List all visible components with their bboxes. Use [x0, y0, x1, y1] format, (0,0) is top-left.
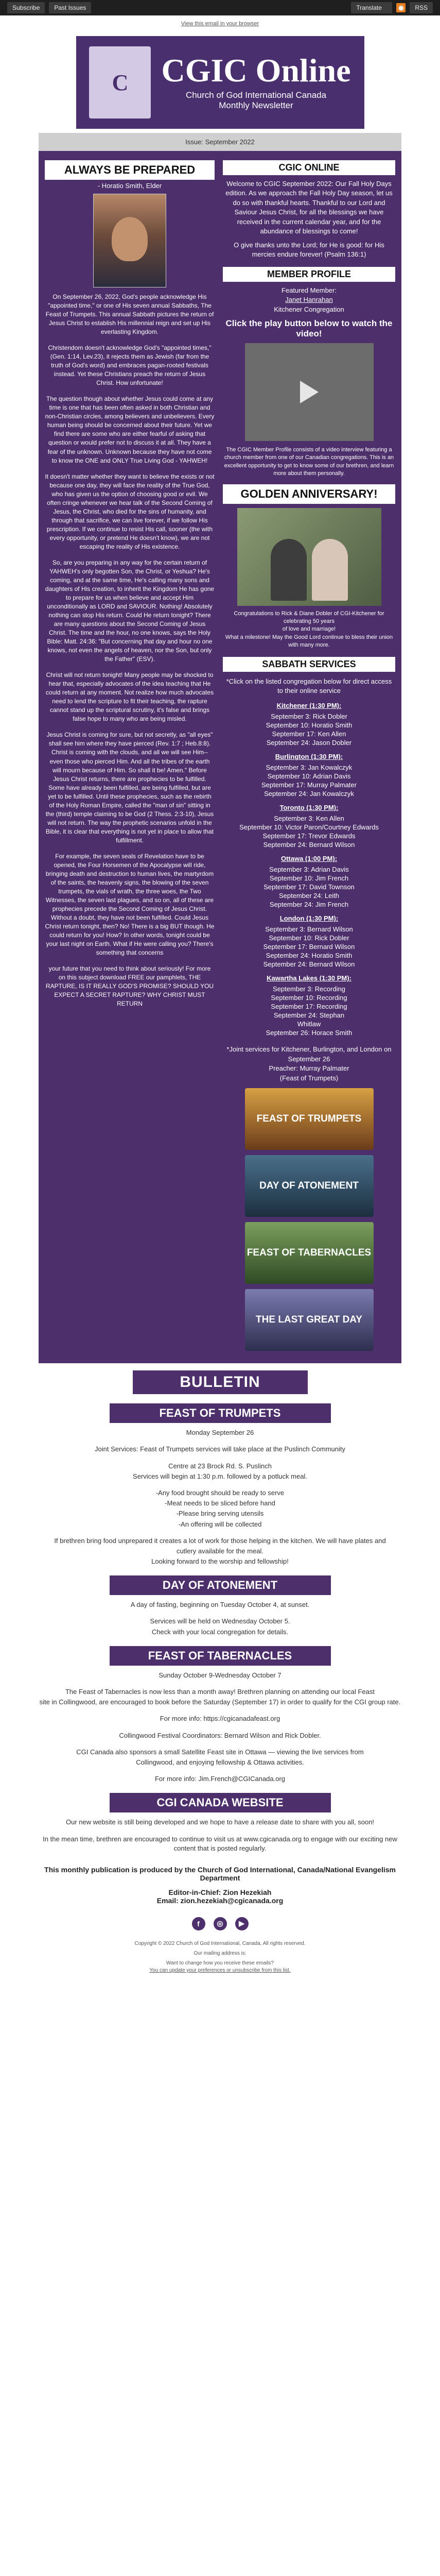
social-links — [39, 1917, 401, 1930]
author-photo — [93, 194, 166, 287]
bulletin-line: Monday September 26 — [186, 1429, 254, 1437]
region-link[interactable]: Kawartha Lakes (1:30 PM): — [267, 974, 351, 982]
featured-name[interactable]: Janet Hanrahan — [285, 296, 333, 304]
atonement-heading: DAY OF ATONEMENT — [110, 1575, 331, 1595]
featured-label: Featured Member: — [281, 286, 337, 294]
anniversary-caption: Congratulations to Rick & Diane Dobler of CGI-Kitchener for celebrating 50 years — [234, 610, 384, 624]
bulletin-line: Joint Services: Feast of Trumpets services will take place at the Puslinch Community — [95, 1445, 345, 1453]
anniversary-caption: of love and marriage! — [282, 626, 336, 633]
footer-credits — [39, 1866, 401, 1905]
ottawa-info-link[interactable]: For more info: Jim.French@CGICanada.org — [154, 1775, 286, 1783]
schedule-line: September 24: Bernard Wilson — [263, 841, 355, 849]
youtube-icon[interactable]: ▶ — [235, 1917, 249, 1930]
schedule-line: September 26: Horace Smith — [266, 1029, 353, 1037]
member-profile-heading: MEMBER PROFILE — [223, 267, 395, 282]
footer-editor: Editor-in-Chief: Zion Hezekiah — [168, 1888, 272, 1896]
schedule-line: September 24: Leith — [278, 892, 340, 900]
translate-select[interactable]: Translate — [351, 2, 392, 13]
banner-subtitle-2: Monthly Newsletter — [219, 100, 293, 110]
issue-bar: Issue: September 2022 — [39, 133, 401, 151]
bulletin-line: Collingwood, and enjoying fellowship & Ottawa activities. — [136, 1758, 304, 1766]
last-great-day-card[interactable]: THE LAST GREAT DAY — [245, 1289, 374, 1351]
past-issues-button[interactable]: Past Issues — [49, 2, 91, 13]
bulletin-line: Services will be held on Wednesday October 5. — [150, 1617, 290, 1625]
region-ottawa — [223, 855, 395, 908]
tabernacles-info-link[interactable]: For more info: https://cgicanadafeast.org — [160, 1715, 280, 1723]
click-play-text: Click the play button below to watch the video! — [225, 318, 393, 338]
golden-anniversary-heading: GOLDEN ANNIVERSARY! — [223, 484, 395, 504]
schedule-line: September 3: Rick Dobler — [271, 713, 347, 721]
schedule-line: September 10: Adrian Davis — [267, 772, 351, 781]
schedule-line: September 3: Jan Kowalczyk — [266, 764, 353, 772]
featured-congregation: Kitchener Congregation — [274, 305, 344, 313]
cgic-logo: C — [89, 46, 151, 118]
bulletin-line: A day of fasting, beginning on Tuesday October 4, at sunset. — [130, 1601, 310, 1609]
bulletin-line: Centre at 23 Brock Rd. S. Puslinch — [168, 1462, 272, 1470]
article-heading: ALWAYS BE PREPARED — [45, 160, 215, 180]
region-link[interactable]: Toronto (1:30 PM): — [279, 804, 339, 812]
schedule-line: September 17: Trevor Edwards — [262, 832, 356, 840]
bulletin-line: site in Collingwood, are encouraged to book before the Saturday (September 17) in order to qualify for the CGI group rate. — [39, 1698, 401, 1706]
subscribe-button[interactable]: Subscribe — [7, 2, 45, 13]
top-bar — [0, 0, 440, 15]
day-of-atonement-card[interactable]: DAY OF ATONEMENT — [245, 1155, 374, 1217]
bulletin-line: Sunday October 9-Wednesday October 7 — [159, 1671, 281, 1679]
feast-of-tabernacles-card[interactable]: FEAST OF TABERNACLES — [245, 1222, 374, 1284]
schedule-line: September 24: Jan Kowalczyk — [264, 790, 354, 798]
bulletin-line: -Please bring serving utensils — [176, 1510, 264, 1518]
view-in-browser-link[interactable]: View this email in your browser — [181, 21, 259, 27]
schedule-line: September 10: Victor Paron/Courtney Edwards — [239, 823, 379, 832]
website-heading: CGI CANADA WEBSITE — [110, 1793, 331, 1812]
mailing-label: Our mailing address is: — [193, 1950, 247, 1956]
bulletin-line: Collingwood Festival Coordinators: Bernard Wilson and Rick Dobler. — [119, 1731, 321, 1739]
bulletin-line: -An offering will be collected — [178, 1520, 262, 1528]
article-paragraph: Christ will not return tonight! Many people may be shocked to hear that, especially advocates of the idea teaching that He could return at any moment. Not realize how much advocates need to lend the scripture to fit their teaching, the rapture cannot stand up the scriptural scrutiny, it's false and brings false hope to many who are being misled. — [45, 671, 214, 723]
bulletin-line: CGI Canada also sponsors a small Satellite Feast site in Ottawa — viewing the live services from — [76, 1748, 364, 1756]
rss-icon[interactable]: ◉ — [396, 3, 406, 12]
left-column — [45, 160, 215, 1356]
website-line: In the mean time, brethren are encouraged to continue to visit us at www.cgicanada.org to engage with our exciting new content that is posted regularly. — [43, 1835, 397, 1852]
website-icon[interactable]: ◎ — [214, 1917, 227, 1930]
right-column — [223, 160, 395, 1356]
schedule-line: September 17: Bernard Wilson — [263, 943, 355, 951]
anniversary-caption: What a milestone! May the Good Lord continue to bless their union with many more. — [225, 634, 393, 649]
article-paragraph: On September 26, 2022, God's people acknowledge His "appointed time," or one of His seven annual Sabbaths, The Feast of Trumpets. This annual Sabbath pictures the return of Jesus Christ to establish His millennial reign and set up His everlasting Kingdom. — [45, 293, 214, 336]
schedule-line: September 24: Bernard Wilson — [263, 960, 355, 969]
joint-service-note: *Joint services for Kitchener, Burlington, and London on September 26 — [226, 1045, 392, 1063]
trumpets-heading: FEAST OF TRUMPETS — [110, 1403, 331, 1423]
bulletin-line: cutlery available for the meal. — [176, 1547, 264, 1555]
article-paragraph: Jesus Christ is coming for sure, but not secretly, as "all eyes" shall see him where they have pierced (Rev. 1:7 ; Heb.8:8). Christ is coming with the clouds, and all we will see Him--even those who pierced Him. And all the tribes of the earth will mourn because of Him. So shall it be! Amen." Before Jesus Christ returns, there are prophecies to be fulfilled. Some have already been fulfilled, are being fulfilled, but are yet to be fulfilled. Until these prophecies, such as the rebirth of the Holy Roman Empire, called the "man of sin" sitting in the (third) temple claiming to be God (2 Thess. 2:3-10), Jesus will not return. The way the prophetic scenarios unfold in the Bible, it is clear that everything is not yet in place to allow that fulfillment. — [45, 731, 214, 844]
footer-publication: This monthly publication is produced by the Church of God International, Canada/National Evangelism Department — [44, 1865, 396, 1882]
feast-of-trumpets-card[interactable]: FEAST OF TRUMPETS — [245, 1088, 374, 1150]
welcome-text: Welcome to CGIC September 2022: Our Fall Holy Days edition. As we approach the Fall Holy Day season, let us do so with thankful hearts. Thankful to our Lord and Saviour Jesus Christ, for all the blessings we have received in the current calendar year, and for the abundance of blessings to come! — [225, 180, 393, 235]
article-paragraph: Christendom doesn't acknowledge God's "appointed times," (Gen. 1:14, Lev.23), it rejects them as Jewish (far from the truth of God's word) and embraces pagan-rooted festivals instead. Yet these Christians preach the return of Jesus Christ. How unfortunate! — [48, 344, 212, 387]
article-byline: - Horatio Smith, Elder — [97, 182, 162, 190]
bulletin-line: Check with your local congregation for details. — [151, 1628, 289, 1636]
joint-service-preacher: Preacher: Murray Palmater — [269, 1064, 349, 1073]
region-link[interactable]: Ottawa (1:00 PM): — [280, 855, 338, 863]
video-caption: The CGIC Member Profile consists of a video interview featuring a church member from one of our Canadian congregations. This is an excellent opportunity to get to know some of our brethren, and learn more about them personally. — [224, 446, 394, 477]
schedule-line: September 17: Ken Allen — [272, 730, 346, 738]
bulletin-line: Looking forward to the worship and fellowship! — [151, 1557, 289, 1566]
sabbath-intro: *Click on the listed congregation below for direct access to their online service — [226, 677, 392, 694]
banner-subtitle: Church of God International Canada — [185, 90, 327, 100]
header-banner — [76, 36, 364, 129]
facebook-icon[interactable]: f — [192, 1917, 205, 1930]
schedule-line: September 17: Recording — [271, 1003, 347, 1011]
psalm-text: O give thanks unto the Lord; for He is good: for His mercies endure forever! (Psalm 136:1) — [234, 241, 384, 259]
schedule-line: September 24: Stephan — [273, 1011, 345, 1020]
banner-title: CGIC Online — [161, 52, 351, 89]
schedule-line: September 17: Murray Palmater — [261, 781, 357, 789]
region-toronto — [223, 804, 395, 849]
footer-email[interactable]: Email: zion.hezekiah@cgicanada.org — [156, 1896, 284, 1905]
schedule-line: Whitlaw — [297, 1020, 321, 1028]
tabernacles-heading: FEAST OF TABERNACLES — [110, 1646, 331, 1666]
cgic-online-heading: CGIC ONLINE — [223, 160, 395, 175]
schedule-line: September 3: Bernard Wilson — [265, 925, 353, 934]
schedule-line: September 10: Rick Dobler — [269, 934, 349, 942]
article-paragraph: It doesn't matter whether they want to believe the exists or not because one day, they will face the reality of the True God, who has given us the option of choosing good or evil. We often cringe whenever we hear talk of the Second Coming of Jesus, the Christ, who died for the sins of humanity, and through that sacrifice, we can live forever, if we follow His prescription. If we continue to resist His call, sooner (the with every opportunity, or pretend He doesn't know), we are not escaping the reality of His existence. — [45, 472, 215, 550]
bulletin-title: BULLETIN — [133, 1370, 308, 1394]
region-kitchener — [223, 702, 395, 747]
bulletin-line: Services will begin at 1:30 p.m. followed by a potluck meal. — [133, 1472, 307, 1480]
region-link[interactable]: Burlington (1:30 PM): — [275, 753, 343, 761]
member-video[interactable] — [245, 343, 374, 441]
schedule-line: September 3: Recording — [273, 985, 345, 993]
bulletin-section — [39, 1363, 401, 1995]
schedule-line: September 3: Ken Allen — [274, 815, 344, 823]
bulletin-line: -Any food brought should be ready to serve — [155, 1488, 285, 1497]
schedule-line: September 10: Recording — [271, 994, 347, 1002]
region-link[interactable]: London (1:30 PM): — [279, 914, 339, 923]
schedule-line: September 17: David Townson — [263, 883, 355, 891]
schedule-line: September 24: Horatio Smith — [266, 952, 353, 960]
bulletin-line: Our new website is still being developed and we hope to have a release date to share with you all, soon! — [65, 1818, 375, 1826]
schedule-line: September 10: Jim French — [269, 874, 349, 883]
sabbath-services-heading: SABBATH SERVICES — [223, 657, 395, 672]
change-prefs-text: Want to change how you receive these emails? — [166, 1960, 274, 1966]
schedule-line: September 10: Horatio Smith — [266, 721, 353, 730]
bulletin-line: -Meat needs to be sliced before hand — [165, 1499, 275, 1507]
joint-service-feast: (Feast of Trumpets) — [279, 1074, 339, 1082]
copyright: Copyright © 2022 Church of God International, Canada, All rights reserved. — [134, 1940, 306, 1946]
update-preferences-link[interactable]: You can update your preferences or unsubscribe from this list. — [149, 1967, 291, 1973]
anniversary-photo — [237, 508, 381, 606]
schedule-line: September 3: Adrian Davis — [269, 866, 349, 874]
region-burlington — [223, 753, 395, 798]
region-link[interactable]: Kitchener (1:30 PM): — [276, 702, 342, 710]
region-london — [223, 914, 395, 968]
region-kawartha-lakes — [223, 974, 395, 1037]
rss-button[interactable]: RSS — [410, 2, 433, 13]
article-paragraph: So, are you preparing in any way for the certain return of YAHWEH's only begotten Son, the Christ, or Yeshua? He's coming, and at the same time, He's calling many sons and daughters of His creation, to inherit the Kingdom He has gone to prepare for us when believe and accept Him unconditionally as LORD and SAVIOUR. Nothing! Absolutely nothing can stop His return. Could He return tonight? There are many questions about the Second Coming of Jesus Christ. The time and the hour, no one knows, says the Holy Bible: Matt. 24:36: "But concerning that day and hour no one knows, not even the angels of heaven, nor the Son, but only the Father" (ESV). — [45, 558, 215, 663]
article-paragraph: The question though about whether Jesus could come at any time is one that has been often asked in both Christian and non-Christian circles, among believers and unbelievers. Every human being should be concerned about their future. Yet we find there are some who are either fearful of asking that question or would prefer not to discuss it at all. They have a fear of the unknown. Unknown because they have not come to know the ONE and ONLY True Living God - YAHWEH! — [45, 395, 215, 464]
schedule-line: September 24: Jason Dobler — [266, 739, 352, 747]
play-icon[interactable] — [300, 381, 319, 403]
bulletin-line: If brethren bring food unprepared it creates a lot of work for those helping in the kitchen. We will have plates and — [54, 1536, 386, 1545]
schedule-line: September 24: Jim French — [269, 901, 349, 909]
bulletin-line: The Feast of Tabernacles is now less than a month away! Brethren planning on attending our local Feast — [65, 1688, 375, 1696]
article-paragraph: your future that you need to think about seriously! For more on this subject download FREE our pamphlets, THE RAPTURE, IS IT REALLY GOD'S PROMISE? SHOULD YOU EXPECT A SECRET RAPTURE? WHY CHRIST MUST RETURN — [45, 965, 214, 1008]
article-paragraph: For example, the seven seals of Revelation have to be opened, the Four Horsemen of the Apocalypse will ride, bringing death and destruction to human lives, the martyrdom of the saints, the heavenly signs, the blowing of the seven trumpets, the vials of wrath, the three woes, the Two Witnesses, the seven last plagues, and so on, all of these are prophecies precede the Second Coming of Jesus Christ. Without a doubt, they have not been fulfilled. Could Jesus Christ return tonight, then? No! There is a big BUT though. He could return for you! How? In other words, tonight could be your last night on Earth. What if He were calling you? There's something that concerns — [45, 852, 215, 957]
